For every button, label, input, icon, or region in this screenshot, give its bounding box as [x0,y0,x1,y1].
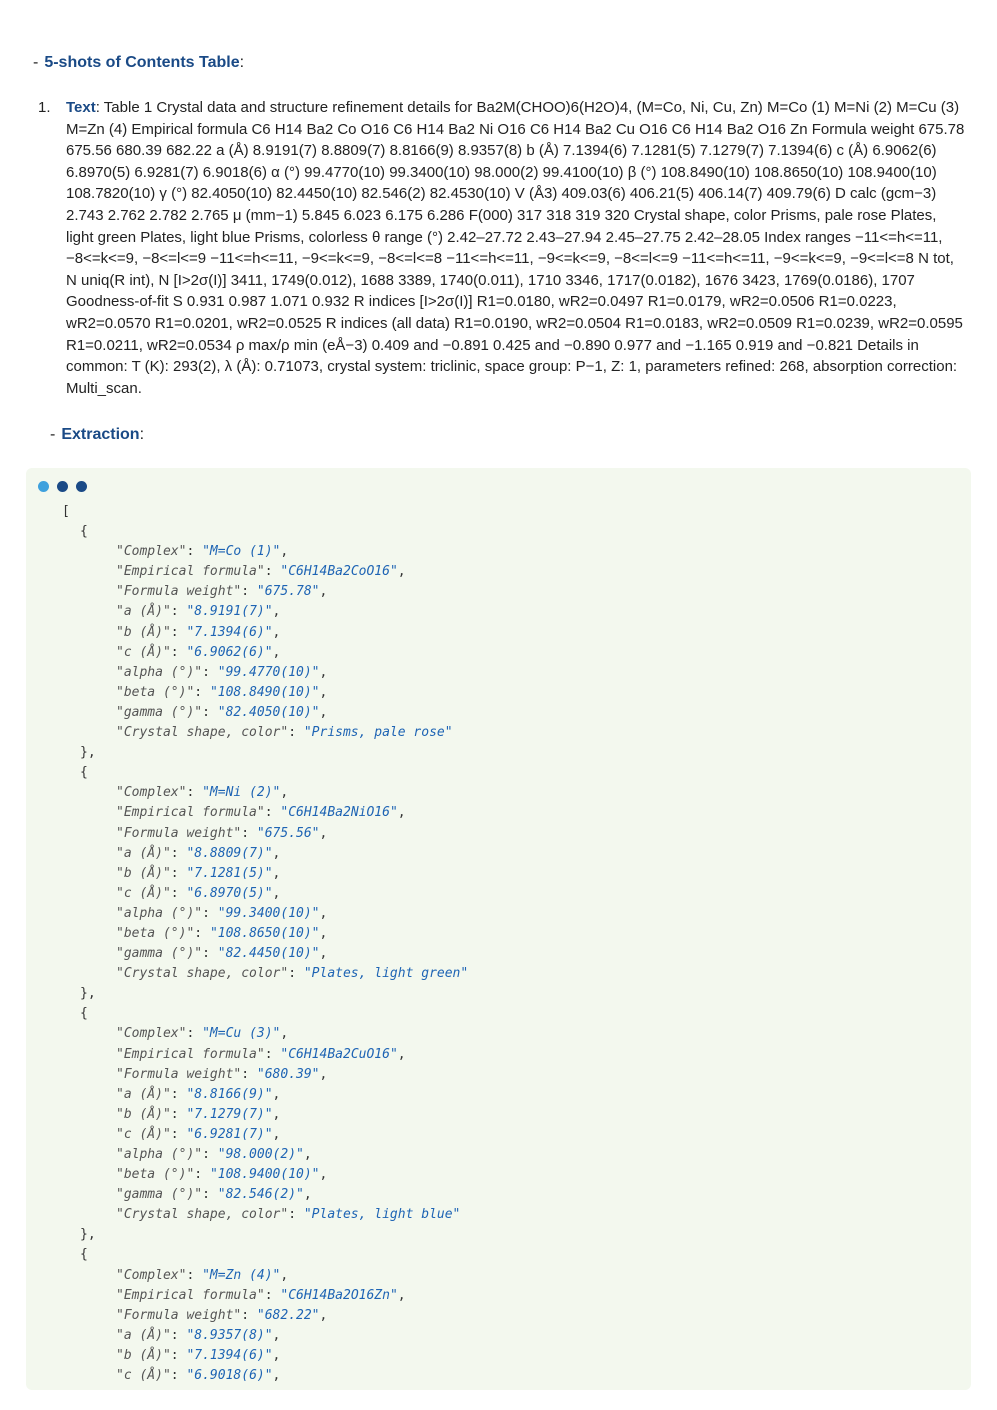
code-value: "8.9191(7)" [186,604,273,620]
code-line: "c (Å)": "6.9018(6)", [116,1368,281,1384]
code-value: "M=Zn (4)" [202,1267,281,1283]
code-value: "C6H14Ba2O16Zn" [280,1287,398,1303]
code-key: "c (Å)" [116,644,171,660]
code-close-brace: }, [80,1227,96,1243]
window-dots [38,479,95,491]
code-key: "Complex" [116,544,187,560]
code-key: "alpha (°)" [116,1147,203,1162]
code-key: "Crystal shape, color" [116,1207,289,1223]
code-line: "beta (°)": "108.8650(10)", [116,925,328,941]
code-close-brace: }, [80,986,96,1002]
code-key: "beta (°)" [116,684,195,700]
code-value: "675.78" [256,584,320,600]
code-line: "Formula weight": "675.78", [116,584,328,600]
code-line: "Formula weight": "682.22", [116,1307,328,1323]
window-dot-icon [57,481,68,492]
code-line: "alpha (°)": "99.3400(10)", [116,905,328,921]
code-close-brace: }, [80,745,96,761]
code-key: "beta (°)" [116,1167,195,1183]
code-block [26,468,971,1390]
code-line: "a (Å)": "8.8809(7)", [116,845,281,861]
code-line: "Complex": "M=Co (1)", [116,544,289,560]
code-value: "8.8166(9)" [186,1086,273,1102]
code-value: "6.8970(5)" [186,885,273,901]
code-value: "8.9357(8)" [186,1327,273,1343]
code-value: "6.9062(6)" [186,644,273,660]
code-line: "b (Å)": "7.1394(6)", [116,624,281,640]
code-key: "Empirical formula" [116,1046,265,1062]
code-key: "Crystal shape, color" [116,966,289,982]
code-open-brace: { [80,1247,88,1263]
heading-dash: - [33,54,39,71]
code-key: "b (Å)" [116,1106,171,1122]
code-key: "Empirical formula" [116,1287,265,1303]
code-line: "b (Å)": "7.1279(7)", [116,1106,281,1122]
code-value: "680.39" [256,1066,320,1082]
code-line: "gamma (°)": "82.546(2)", [116,1187,312,1203]
code-key: "alpha (°)" [116,664,203,680]
code-value: "108.8490(10)" [209,684,320,700]
code-line: "Empirical formula": "C6H14Ba2O16Zn", [116,1287,406,1303]
code-key: "a (Å)" [116,1086,171,1102]
code-key: "b (Å)" [116,1347,171,1363]
code-value: "M=Ni (2)" [202,785,281,801]
code-line: "c (Å)": "6.9062(6)", [116,644,281,660]
code-value: "Plates, light blue" [303,1207,461,1223]
code-value: "108.8650(10)" [209,925,320,941]
window-dot-icon [38,481,49,492]
code-key: "Empirical formula" [116,805,265,821]
code-open-brace: { [80,524,88,540]
code-line: "b (Å)": "7.1281(5)", [116,865,281,881]
code-line: "gamma (°)": "82.4050(10)", [116,704,328,720]
list-item-text: : Table 1 Crystal data and structure refinement details for Ba2M(CHOO)6(H2O)4, (M=Co, Ni, Cu, Zn) M=Co (1) M=Ni (2) M=Cu (3) M=Zn (4) Empirical formula C6 H14 Ba2 Co O16 C6 H14 Ba2 Ni O16 C6 H14 Ba2 Cu O16 C6 H14 Ba2 O16 Zn Formula weight 675.78 675.56 680.39 682.22 a (Å) 8.9191(7) 8.8809(7) 8.8166(9) 8.9357(8) b (Å) 7.1394(6) 7.1281(5) 7.1279(7) 7.1394(6) c (Å) 6.9062(6) 6.8970(5) 6.9281(7) 6.9018(6) α (°) 99.4770(10) 99.3400(10) 98.000(2) 99.4100(10) β (°) 108.8490(10) 108.8650(10) 108.9400(10) 108.7820(10) γ (°) 82.4050(10) 82.4450(10) 82.546(2) 82.4530(10) V (Å3) 409.03(6) 406.21(5) 406.14(7) 409.79(6) D calc (gcm−3) 2.743 2.762 2.782 2.765 μ (mm−1) 5.845 6.023 6.175 6.286 F(000) 317 318 319 320 Crystal shape, color Prisms, pale rose Plates, light green Plates, light blue Prisms, colorless θ range (°) 2.42–27.72 2.43–27.94 2.45–27.75 2.42–28.05 Index ranges −11<=h<=11, −8<=k<=9, −8<=l<=9 −11<=h<=11, −9<=k<=9, −8<=l<=8 −11<=h<=11, −9<=k<=9, −8<=l<=9 −11<=h<=11, −9<=k<=9, −9<=l<=8 N tot, N uniq(R int), N [I>2σ(I)] 3411, 1749(0.012), 1688 3389, 1740(0.011), 1710 3346, 1717(0.0182), 1676 3423, 1769(0.0186), 1707 Goodness-of-fit S 0.931 0.987 1.071 0.932 R indices [I>2σ(I)] R1=0.0180, wR2=0.0497 R1=0.0179, wR2=0.0506 R1=0.0223, wR2=0.0570 R1=0.0201, wR2=0.0525 R indices (all data) R1=0.0190, wR2=0.0504 R1=0.0183, wR2=0.0509 R1=0.0239, wR2=0.0595 R1=0.0211, wR2=0.0534 ρ max/ρ min (eÅ−3) 0.409 and −0.891 0.425 and −0.890 0.977 and −1.165 0.919 and −0.821 Details in common: T (K): 293(2), λ (Å): 0.71073, crystal system: triclinic, space group: P−1, Z: 1, parameters refined: 268, absorption correction: Multi_scan. [66,99,965,397]
code-line: "c (Å)": "6.9281(7)", [116,1126,281,1142]
code-key: "Formula weight" [116,584,242,600]
code-value: "82.546(2)" [217,1187,304,1203]
list-item-number: 1. [38,99,51,116]
extraction-heading [50,424,144,446]
code-value: "6.9018(6)" [186,1368,273,1384]
code-value: "7.1394(6)" [186,1347,273,1363]
code-value: "675.56" [256,825,320,841]
code-value: "82.4450(10)" [217,946,320,962]
code-value: "M=Cu (3)" [202,1026,281,1042]
code-key: "b (Å)" [116,624,171,640]
code-line: "Complex": "M=Ni (2)", [116,785,289,801]
code-value: "7.1279(7)" [186,1106,273,1122]
code-line: "Complex": "M=Zn (4)", [116,1267,289,1283]
code-value: "682.22" [256,1307,320,1323]
code-value: "99.3400(10)" [217,905,320,921]
code-line: "c (Å)": "6.8970(5)", [116,885,281,901]
code-key: "c (Å)" [116,1368,171,1384]
code-line: "Crystal shape, color": "Prisms, pale rose" [116,725,453,741]
json-code [62,502,468,1386]
code-key: "c (Å)" [116,1126,171,1142]
heading-title: 5-shots of Contents Table [44,54,240,71]
code-line: "Empirical formula": "C6H14Ba2CuO16", [116,1046,406,1062]
code-open-brace: { [80,765,88,781]
code-key: "a (Å)" [116,1327,171,1343]
code-key: "a (Å)" [116,604,171,620]
code-key: "Formula weight" [116,1066,242,1082]
code-line: "Empirical formula": "C6H14Ba2CoO16", [116,564,406,580]
code-value: "7.1394(6)" [186,624,273,640]
code-value: "98.000(2)" [217,1147,304,1162]
code-line: "beta (°)": "108.8490(10)", [116,684,328,700]
code-value: "C6H14Ba2NiO16" [280,805,398,821]
code-line: "gamma (°)": "82.4450(10)", [116,946,328,962]
code-open-bracket: [ [62,504,70,519]
section-heading [33,52,244,74]
code-line: "alpha (°)": "99.4770(10)", [116,664,328,680]
code-value: "7.1281(5)" [186,865,273,881]
code-key: "a (Å)" [116,845,171,861]
code-value: "6.9281(7)" [186,1126,273,1142]
code-key: "Complex" [116,1267,187,1283]
code-key: "Complex" [116,785,187,801]
code-line: "Formula weight": "675.56", [116,825,328,841]
extraction-colon: : [139,426,145,443]
code-key: "Complex" [116,1026,187,1042]
code-value: "Prisms, pale rose" [303,725,453,741]
heading-colon: : [239,54,245,71]
code-line: "Empirical formula": "C6H14Ba2NiO16", [116,805,406,821]
code-key: "Empirical formula" [116,564,265,580]
code-key: "Formula weight" [116,1307,242,1323]
code-line: "b (Å)": "7.1394(6)", [116,1347,281,1363]
code-value: "82.4050(10)" [217,704,320,720]
extraction-dash: - [50,426,56,443]
code-line: "alpha (°)": "98.000(2)", [116,1147,312,1162]
code-value: "C6H14Ba2CuO16" [280,1046,398,1062]
code-key: "Crystal shape, color" [116,725,289,741]
code-key: "gamma (°)" [116,946,203,962]
code-value: "Plates, light green" [303,966,469,982]
code-key: "gamma (°)" [116,1187,203,1203]
code-line: "Crystal shape, color": "Plates, light blue" [116,1207,461,1223]
code-line: "Formula weight": "680.39", [116,1066,328,1082]
code-value: "C6H14Ba2CoO16" [280,564,398,580]
list-item-body [66,97,966,399]
code-key: "Formula weight" [116,825,242,841]
code-value: "99.4770(10)" [217,664,320,680]
code-line: "a (Å)": "8.8166(9)", [116,1086,281,1102]
list-item-label: Text [66,99,96,116]
code-key: "b (Å)" [116,865,171,881]
code-line: "a (Å)": "8.9357(8)", [116,1327,281,1343]
code-line: "Crystal shape, color": "Plates, light green" [116,966,469,982]
code-open-brace: { [80,1006,88,1022]
code-key: "c (Å)" [116,885,171,901]
code-line: "beta (°)": "108.9400(10)", [116,1167,328,1183]
extraction-title: Extraction [61,426,140,443]
code-value: "M=Co (1)" [202,544,281,560]
window-dot-icon [76,481,87,492]
code-value: "108.9400(10)" [209,1167,320,1183]
code-key: "gamma (°)" [116,704,203,720]
code-line: "a (Å)": "8.9191(7)", [116,604,281,620]
code-line: "Complex": "M=Cu (3)", [116,1026,289,1042]
code-key: "alpha (°)" [116,905,203,921]
code-value: "8.8809(7)" [186,845,273,861]
code-key: "beta (°)" [116,925,195,941]
